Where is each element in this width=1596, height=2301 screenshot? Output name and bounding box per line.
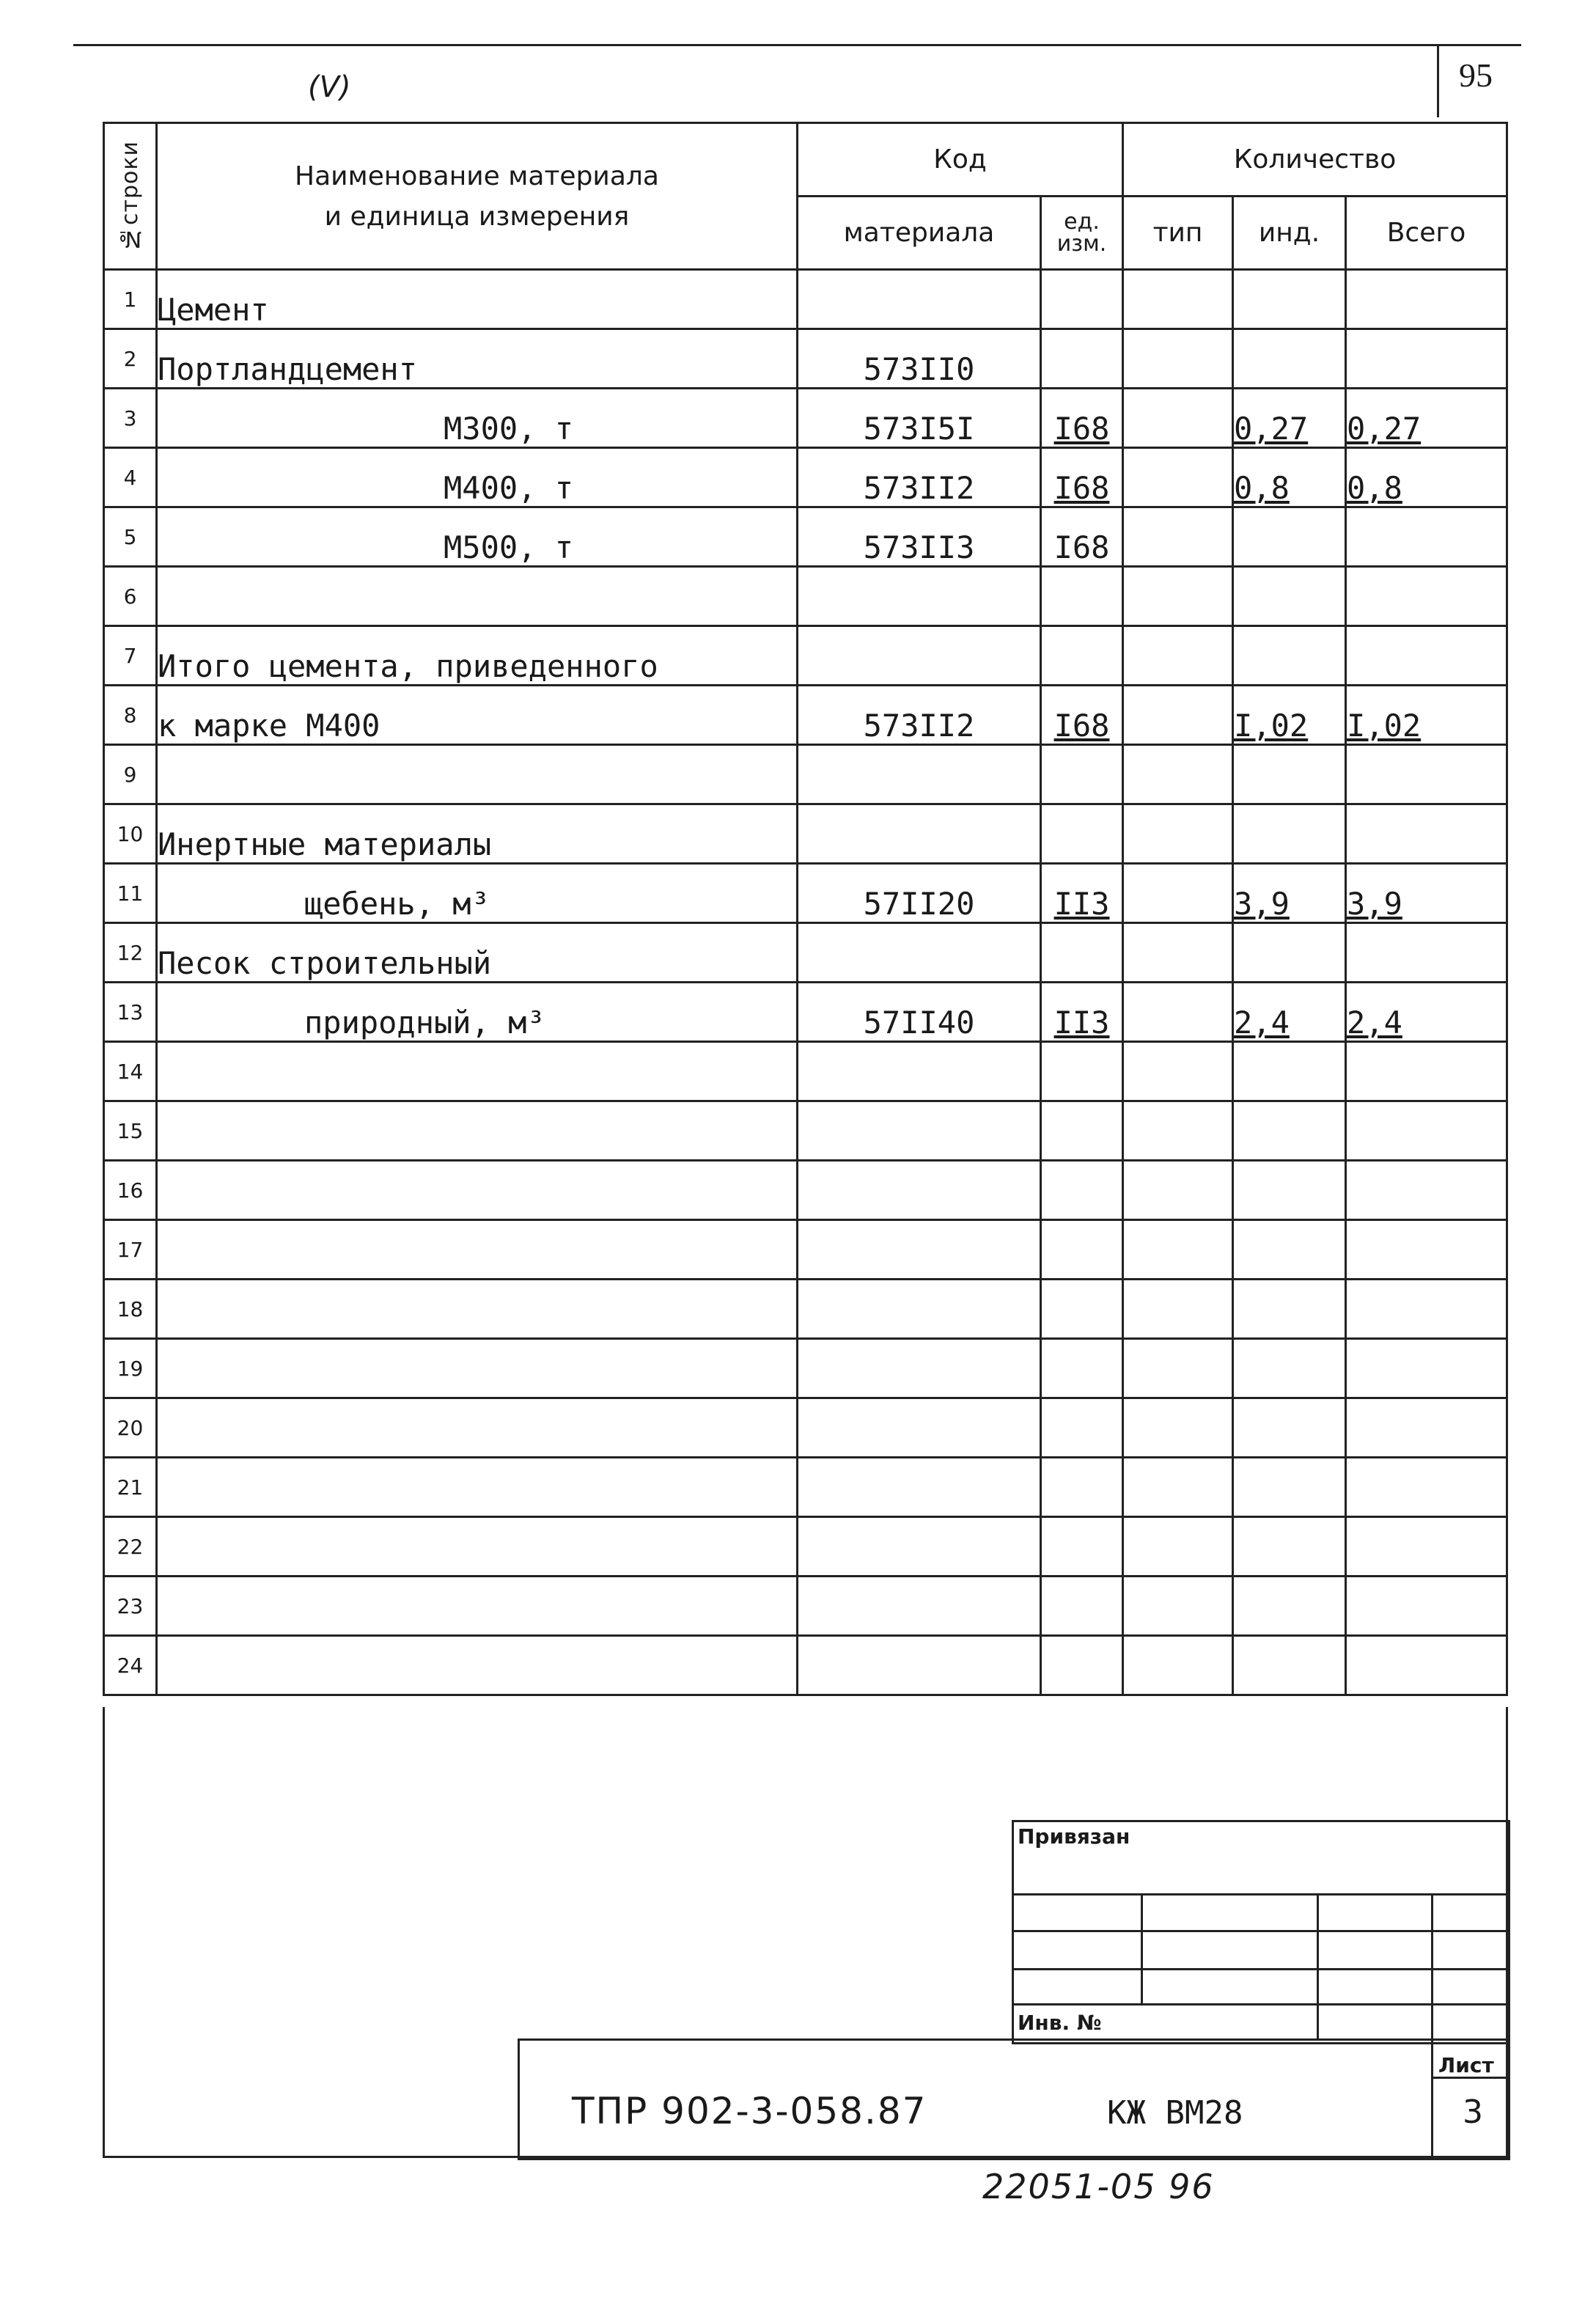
qty-total [1346, 1042, 1507, 1101]
unit-code: II3 [1041, 983, 1123, 1042]
qty-total [1346, 745, 1507, 804]
qty-type [1123, 983, 1233, 1042]
sheet-divider [1431, 2038, 1433, 2156]
unit-code [1041, 329, 1123, 389]
row-number: 20 [104, 1398, 157, 1458]
qty-ind [1233, 1339, 1346, 1398]
top-rule [73, 44, 1521, 46]
row-number: 5 [104, 507, 157, 567]
material-code [798, 626, 1041, 686]
material-code: 573II0 [798, 329, 1041, 389]
qty-total: 0,27 [1346, 389, 1507, 448]
qty-ind: 3,9 [1233, 864, 1346, 923]
material-name [157, 1220, 798, 1280]
header-row-number-label: №строки [117, 141, 143, 252]
material-code [798, 270, 1041, 329]
qty-ind [1233, 1398, 1346, 1458]
table-row [104, 1458, 1507, 1517]
qty-ind [1233, 923, 1346, 983]
table-row [104, 507, 1507, 567]
doc-code: ТПР 902-3-058.87 [572, 2090, 927, 2132]
header-row-number [104, 123, 157, 270]
material-name: щебень, м³ [157, 864, 798, 923]
material-code [798, 1042, 1041, 1101]
material-name [157, 1280, 798, 1339]
row-number: 10 [104, 804, 157, 864]
material-name: к марке М400 [157, 686, 798, 745]
material-name [157, 1339, 798, 1398]
row-number: 19 [104, 1339, 157, 1398]
table-row [104, 1339, 1507, 1398]
page-number-divider [1437, 44, 1439, 117]
table-header [104, 123, 1507, 270]
row-number: 24 [104, 1636, 157, 1695]
qty-ind: 2,4 [1233, 983, 1346, 1042]
qty-total [1346, 507, 1507, 567]
qty-type [1123, 1458, 1233, 1517]
qty-ind [1233, 329, 1346, 389]
material-name [157, 1517, 798, 1577]
qty-ind [1233, 1458, 1346, 1517]
row-number: 7 [104, 626, 157, 686]
material-name: Цемент [157, 270, 798, 329]
qty-total [1346, 1517, 1507, 1577]
material-code: 573I5I [798, 389, 1041, 448]
qty-type [1123, 1577, 1233, 1636]
table-row [104, 1042, 1507, 1101]
unit-code [1041, 1101, 1123, 1161]
qty-type [1123, 507, 1233, 567]
qty-total [1346, 567, 1507, 626]
unit-code [1041, 567, 1123, 626]
material-name [157, 1636, 798, 1695]
material-code: 573II3 [798, 507, 1041, 567]
row-number: 13 [104, 983, 157, 1042]
material-code [798, 1339, 1041, 1398]
material-name [157, 1458, 798, 1517]
qty-total [1346, 1398, 1507, 1458]
row-number: 21 [104, 1458, 157, 1517]
row-number: 8 [104, 686, 157, 745]
qty-total [1346, 804, 1507, 864]
unit-code: I68 [1041, 686, 1123, 745]
material-code [798, 1101, 1041, 1161]
qty-type [1123, 448, 1233, 507]
header-qty-total: Всего [1346, 197, 1507, 270]
material-code: 573II2 [798, 448, 1041, 507]
row-number: 2 [104, 329, 157, 389]
qty-type [1123, 923, 1233, 983]
qty-ind [1233, 745, 1346, 804]
unit-code [1041, 626, 1123, 686]
table-row [104, 745, 1507, 804]
material-code [798, 1161, 1041, 1220]
qty-total: 2,4 [1346, 983, 1507, 1042]
table-row [104, 1577, 1507, 1636]
row-number: 6 [104, 567, 157, 626]
material-name: Итого цемента, приведенного [157, 626, 798, 686]
header-code-material: материала [798, 197, 1041, 270]
unit-code [1041, 745, 1123, 804]
bound-label: Привязан [1018, 1824, 1130, 1849]
qty-ind [1233, 1517, 1346, 1577]
qty-type [1123, 329, 1233, 389]
material-code [798, 1280, 1041, 1339]
qty-ind [1233, 1220, 1346, 1280]
material-code: 573II2 [798, 686, 1041, 745]
row-number: 15 [104, 1101, 157, 1161]
unit-code: I68 [1041, 389, 1123, 448]
material-name: М400, т [157, 448, 798, 507]
qty-ind: I,02 [1233, 686, 1346, 745]
qty-type [1123, 745, 1233, 804]
qty-total: I,02 [1346, 686, 1507, 745]
material-code [798, 804, 1041, 864]
qty-total [1346, 1636, 1507, 1695]
binding-divider [1431, 1893, 1433, 2040]
unit-code [1041, 923, 1123, 983]
table-row [104, 1517, 1507, 1577]
header-code-group: Код [798, 123, 1123, 197]
qty-ind [1233, 1101, 1346, 1161]
material-code [798, 567, 1041, 626]
header-qty-type: тип [1123, 197, 1233, 270]
table-row [104, 1398, 1507, 1458]
qty-ind [1233, 507, 1346, 567]
table-row [104, 923, 1507, 983]
table-row [104, 1636, 1507, 1695]
table-row [104, 1101, 1507, 1161]
material-name [157, 1042, 798, 1101]
frame-left-border [103, 1707, 105, 2158]
qty-type [1123, 567, 1233, 626]
qty-type [1123, 270, 1233, 329]
unit-code [1041, 1161, 1123, 1220]
unit-code: II3 [1041, 864, 1123, 923]
table-row [104, 1161, 1507, 1220]
unit-code: I68 [1041, 448, 1123, 507]
table-row [104, 389, 1507, 448]
page-number: 95 [1459, 56, 1493, 94]
unit-code [1041, 1577, 1123, 1636]
qty-type [1123, 1398, 1233, 1458]
binding-divider [1317, 1893, 1319, 2040]
qty-total [1346, 626, 1507, 686]
qty-type [1123, 1161, 1233, 1220]
material-name: М300, т [157, 389, 798, 448]
qty-type [1123, 1042, 1233, 1101]
material-name: природный, м³ [157, 983, 798, 1042]
material-code [798, 745, 1041, 804]
table-row [104, 1280, 1507, 1339]
qty-type [1123, 1636, 1233, 1695]
qty-total [1346, 1458, 1507, 1517]
qty-type [1123, 1339, 1233, 1398]
qty-total [1346, 329, 1507, 389]
material-name: Песок строительный [157, 923, 798, 983]
row-number: 23 [104, 1577, 157, 1636]
header-qty-group: Количество [1123, 123, 1507, 197]
qty-total: 0,8 [1346, 448, 1507, 507]
header-name-line2: и единица измерения [324, 201, 630, 232]
qty-total [1346, 1339, 1507, 1398]
row-number: 11 [104, 864, 157, 923]
material-name: М500, т [157, 507, 798, 567]
table-row [104, 1220, 1507, 1280]
qty-total [1346, 1280, 1507, 1339]
material-code [798, 1636, 1041, 1695]
header-qty-ind: инд. [1233, 197, 1346, 270]
qty-type [1123, 686, 1233, 745]
qty-ind [1233, 270, 1346, 329]
sheet-number: 3 [1463, 2093, 1483, 2131]
row-number: 22 [104, 1517, 157, 1577]
material-name: Портландцемент [157, 329, 798, 389]
material-code: 57II40 [798, 983, 1041, 1042]
qty-total [1346, 1577, 1507, 1636]
unit-code [1041, 1398, 1123, 1458]
table-row [104, 804, 1507, 864]
qty-ind [1233, 804, 1346, 864]
variant-mark: (V) [308, 70, 351, 104]
table-row [104, 686, 1507, 745]
qty-type [1123, 864, 1233, 923]
material-name: Инертные материалы [157, 804, 798, 864]
qty-type [1123, 804, 1233, 864]
table-row [104, 448, 1507, 507]
material-code [798, 1398, 1041, 1458]
material-name [157, 1577, 798, 1636]
qty-ind [1233, 626, 1346, 686]
qty-total [1346, 1101, 1507, 1161]
qty-ind: 0,8 [1233, 448, 1346, 507]
row-number: 12 [104, 923, 157, 983]
qty-total: 3,9 [1346, 864, 1507, 923]
unit-code [1041, 1220, 1123, 1280]
qty-total [1346, 1161, 1507, 1220]
unit-code: I68 [1041, 507, 1123, 567]
qty-type [1123, 1101, 1233, 1161]
qty-ind: 0,27 [1233, 389, 1346, 448]
row-number: 16 [104, 1161, 157, 1220]
header-code-unit: ед. изм. [1041, 197, 1123, 270]
table-row [104, 270, 1507, 329]
qty-type [1123, 1280, 1233, 1339]
unit-code [1041, 1339, 1123, 1398]
material-name [157, 745, 798, 804]
qty-type [1123, 626, 1233, 686]
table-body [104, 270, 1507, 1695]
qty-ind [1233, 1042, 1346, 1101]
material-code [798, 923, 1041, 983]
qty-ind [1233, 1577, 1346, 1636]
material-code [798, 1458, 1041, 1517]
table-row [104, 567, 1507, 626]
table-row [104, 626, 1507, 686]
qty-type [1123, 1220, 1233, 1280]
material-code [798, 1220, 1041, 1280]
material-code [798, 1517, 1041, 1577]
qty-type [1123, 1517, 1233, 1577]
row-number: 4 [104, 448, 157, 507]
inv-label: Инв. № [1018, 2011, 1102, 2035]
row-number: 17 [104, 1220, 157, 1280]
unit-code [1041, 1636, 1123, 1695]
materials-table [103, 122, 1508, 1696]
qty-ind [1233, 567, 1346, 626]
header-name [157, 123, 798, 270]
qty-total [1346, 270, 1507, 329]
table-row [104, 983, 1507, 1042]
unit-code [1041, 1042, 1123, 1101]
row-number: 18 [104, 1280, 157, 1339]
sheet-label: Лист [1438, 2053, 1494, 2077]
qty-ind [1233, 1161, 1346, 1220]
qty-ind [1233, 1280, 1346, 1339]
binding-divider [1141, 1893, 1143, 2005]
header-name-line1: Наименование материала [295, 161, 659, 191]
row-number: 9 [104, 745, 157, 804]
qty-type [1123, 389, 1233, 448]
unit-code [1041, 804, 1123, 864]
row-number: 14 [104, 1042, 157, 1101]
unit-code [1041, 1458, 1123, 1517]
material-code [798, 1577, 1041, 1636]
material-name [157, 1398, 798, 1458]
material-name [157, 1101, 798, 1161]
row-number: 1 [104, 270, 157, 329]
unit-code [1041, 270, 1123, 329]
qty-total [1346, 923, 1507, 983]
qty-total [1346, 1220, 1507, 1280]
archive-number: 22051-05 96 [982, 2167, 1215, 2206]
doc-mark: КЖ ВМ28 [1107, 2094, 1243, 2132]
row-number: 3 [104, 389, 157, 448]
material-name [157, 1161, 798, 1220]
unit-code [1041, 1517, 1123, 1577]
material-code: 57II20 [798, 864, 1041, 923]
material-name [157, 567, 798, 626]
table-row [104, 329, 1507, 389]
qty-ind [1233, 1636, 1346, 1695]
unit-code [1041, 1280, 1123, 1339]
table-row [104, 864, 1507, 923]
